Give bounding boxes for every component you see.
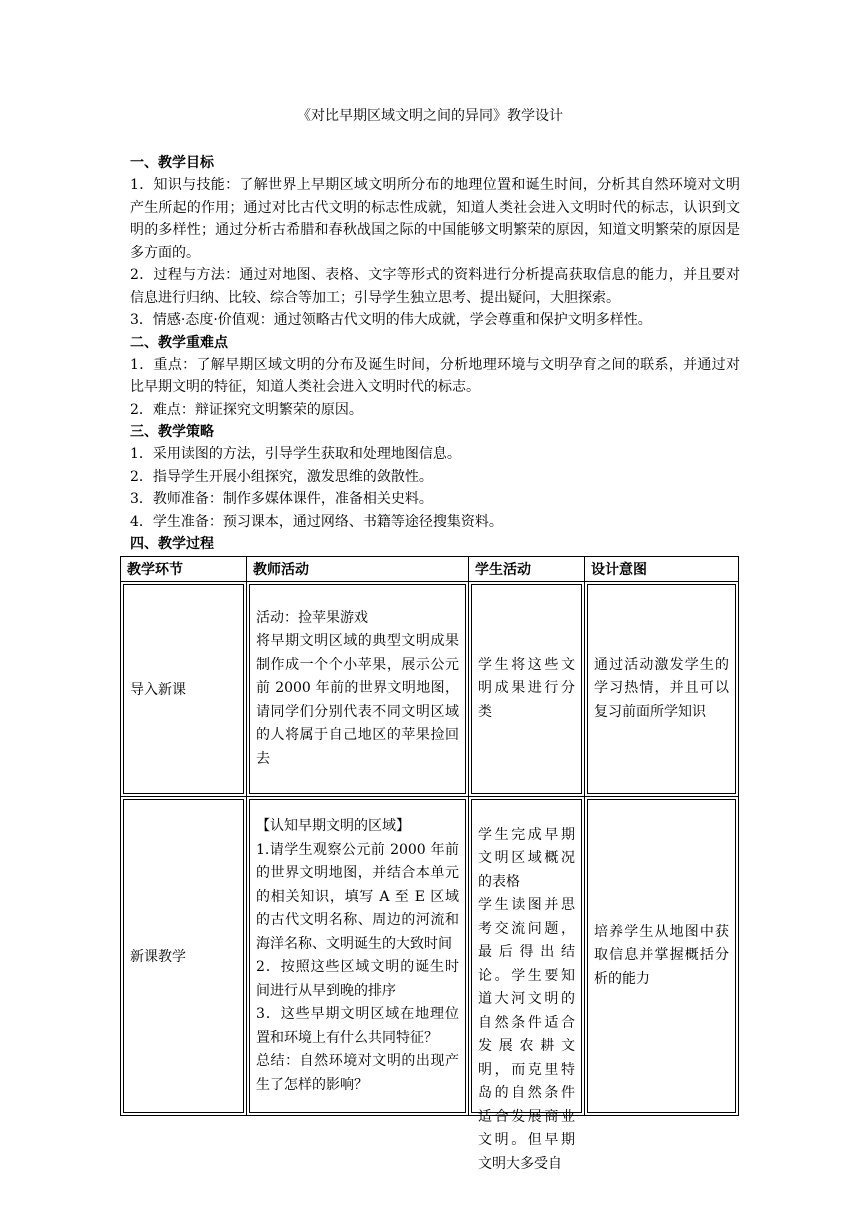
paragraph: 3．情感·态度·价值观：通过领略古代文明的伟大成就，学会尊重和保护文明多样性。 [130,312,652,328]
paragraph: 1．重点：了解早期区域文明的分布及诞生时间，分析地理环境与文明孕育之间的联系，并通过对比早期文明的特征，知道人类社会进入文明时代的标志。 [130,356,740,395]
design-intent-text: 通过活动激发学生的学习热情，并且可以复习前面所学知识 [594,656,729,720]
student-activity-text: 学生完成早期文明区域概况的表格 学生读图并思考交流问题，最后得出结论。学生要知道大河文明的自然条件适合发展农耕文明，而克里特岛的自然条件适合发展商业文明。但早期文明大多受自 [478,826,575,1172]
stage-label: 新课教学 [130,949,186,965]
cell-frame [587,799,736,1113]
section-heading-process: 四、教学过程 [130,536,214,552]
section-heading-objectives: 一、教学目标 [130,155,214,171]
section-heading-key-points: 二、教学重难点 [130,334,228,351]
table-row [121,582,739,797]
paragraph: 1．采用读图的方法，引导学生获取和处理地图信息。 [130,446,461,462]
cell-frame [249,799,466,1113]
table-cell [247,797,469,1116]
paragraph: 2．难点：辩证探究文明繁荣的原因。 [130,401,363,418]
student-activity-text: 学生将这些文明成果进行分类 [478,656,575,720]
cell-frame [471,584,582,794]
table-row [121,797,739,1116]
design-intent-text: 培养学生从地图中获取信息并掌握概括分析的能力 [594,923,729,987]
stage-label: 导入新课 [130,682,186,698]
table-cell [585,582,739,797]
table-cell [469,582,585,797]
table-cell [585,797,739,1116]
paragraph: 1．知识与技能：了解世界上早期区域文明所分布的地理位置和诞生时间，分析其自然环境对文明产生所起的作用；通过对比古代文明的标志性成就，知道人类社会进入文明时代的标志，认识到文明的多样性；通过分析古希腊和春秋战国之际的中国能够文明繁荣的原因，知道文明繁荣的原因是多方面的。 [130,177,740,261]
paragraph: 3．教师准备：制作多媒体课件，准备相关史料。 [130,491,433,507]
paragraph: 2．指导学生开展小组探究，激发思维的敛散性。 [130,468,433,485]
header-teacher-activity: 教师活动 [247,557,469,582]
teacher-activity-text: 活动：捡苹果游戏 将早期文明区域的典型文明成果制作成一个个小苹果，展示公元前 2000 年前的世界文明地图，请同学们分别代表不同文明区域的人将属于自己地区的苹果捡回去 [256,609,459,767]
document-body [130,152,740,555]
cell-frame [587,584,736,794]
table-cell [247,582,469,797]
header-stage: 教学环节 [121,557,247,582]
cell-frame [249,584,466,794]
cell-frame [123,799,244,1113]
document-title: 《对比早期区域文明之间的异同》教学设计 [297,108,563,124]
paragraph: 2．过程与方法：通过对地图、表格、文字等形式的资料进行分析提高获取信息的能力，并且要对信息进行归纳、比较、综合等加工；引导学生独立思考、提出疑问，大胆探索。 [130,267,740,306]
table-cell [469,797,585,1172]
cell-frame [123,584,244,794]
teacher-activity-text: 【认知早期文明的区域】 1.请学生观察公元前 2000 年前的世界文明地图，并结合本单元的相关知识，填写 A 至 E 区域的古代文明名称、周边的河流和海洋名称、文明诞生的大致时间 2．按照这些区域文明的诞生时间进行从早到晚的排序 3．这些早期文明区域在地理位置和环境上有什么共同特征？ 总结：自然环境对文明的出现产生了怎样的影响？ [256,818,459,1093]
teaching-process-table [120,556,739,1172]
table-cell [121,582,247,797]
table-header-row [121,557,739,582]
cell-frame [471,799,582,1172]
paragraph: 4．学生准备：预习课本，通过网络、书籍等途径搜集资料。 [130,513,503,530]
table-cell [121,797,247,1116]
header-student-activity: 学生活动 [469,557,585,582]
section-heading-strategy: 三、教学策略 [130,424,214,440]
header-design-intent: 设计意图 [585,557,739,582]
